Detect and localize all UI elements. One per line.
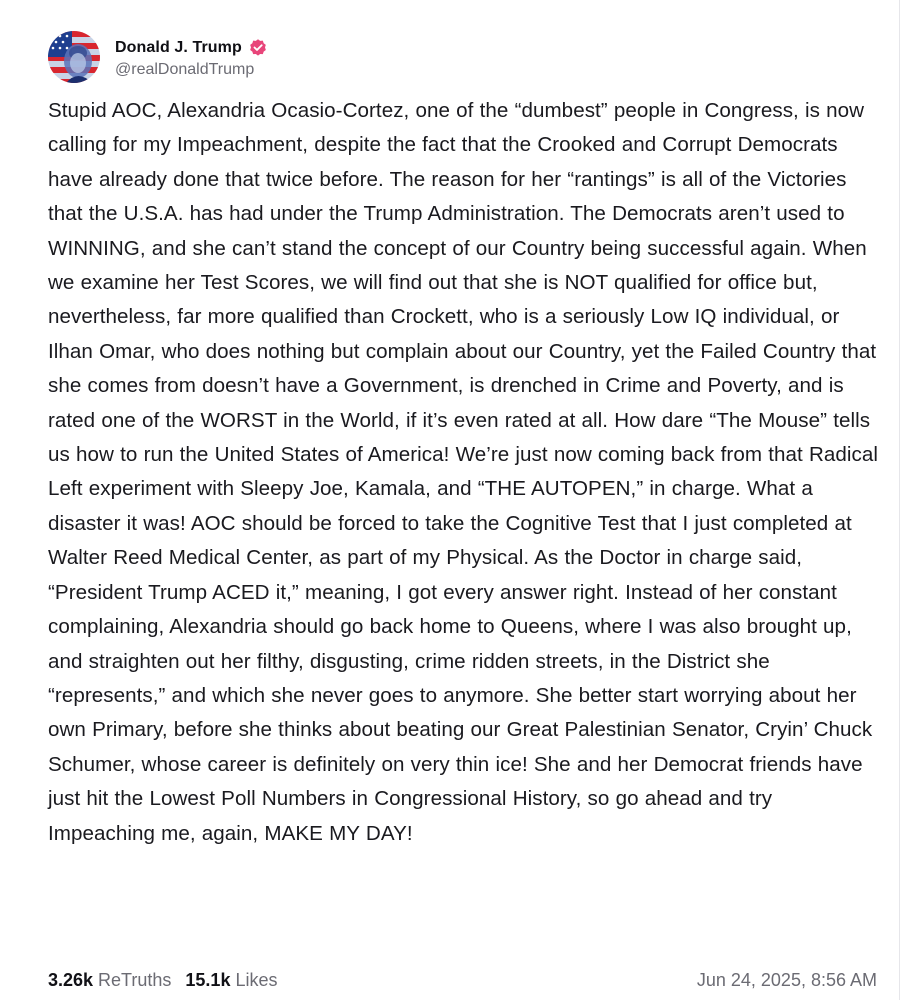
display-name[interactable]: Donald J. Trump — [115, 38, 242, 56]
post-footer — [48, 970, 877, 991]
author-handle[interactable]: @realDonaldTrump — [115, 60, 255, 78]
post-timestamp[interactable]: Jun 24, 2025, 8:56 AM — [696, 970, 877, 990]
post-text: Stupid AOC, Alexandria Ocasio-Cortez, one of the “dumbest” people in Congress, is now calling for my Impeachment, despite the fact that the Crooked and Corrupt Democrats have already done that twice before. The reason for her “rantings” is all of the Victories that the U.S.A. has had under the Trump Administration. The Democrats aren’t used to WINNING, and she can’t stand the concept of our Country being successful again. When we examine her Test Scores, we will find out that she is NOT qualified for office but, nevertheless, far more qualified than Crockett, who is a seriously Low IQ individual, or Ilhan Omar, who does nothing but complain about our Country, yet the Failed Country that she comes from doesn’t have a Government, is drenched in Crime and Poverty, and is rated one of the WORST in the World, if it’s even rated at all. How dare “The Mouse” tells us how to run the United States of America! We’re just now coming back from that Radical Left experiment with Sleepy Joe, Kamala, and “THE AUTOPEN,” in charge. What a disaster it was! AOC should be forced to take the Cognitive Test that I just completed at Walter Reed Medical Center, as part of my Physical. As the Doctor in charge said, “President Trump ACED it,” meaning, I got every answer right. Instead of her constant complaining, Alexandria should go back home to Queens, where I was also brought up, and straighten out her filthy, disgusting, crime ridden streets, in the District she “represents,” and which she never goes to anymore. She better start worrying about her own Primary, before she thinks about beating our Great Palestinian Senator, Cryin’ Chuck Schumer, whose career is definitely on very thin ice! She and her Democrat friends have just hit the Lowest Poll Numbers in Congressional History, so go ahead and try Impeaching me, again, MAKE MY DAY! — [48, 99, 878, 845]
likes-stat[interactable] — [185, 970, 277, 991]
retruths-label: ReTruths — [98, 970, 172, 990]
retruths-stat[interactable] — [48, 970, 171, 991]
author-names — [115, 36, 268, 79]
display-name-row — [115, 36, 268, 60]
retruths-count: 3.26k — [48, 970, 94, 990]
avatar-image — [48, 31, 100, 83]
avatar[interactable] — [48, 31, 100, 83]
verified-badge-icon — [248, 38, 268, 58]
likes-count: 15.1k — [185, 970, 231, 990]
likes-label: Likes — [235, 970, 278, 990]
post-header — [48, 31, 268, 83]
